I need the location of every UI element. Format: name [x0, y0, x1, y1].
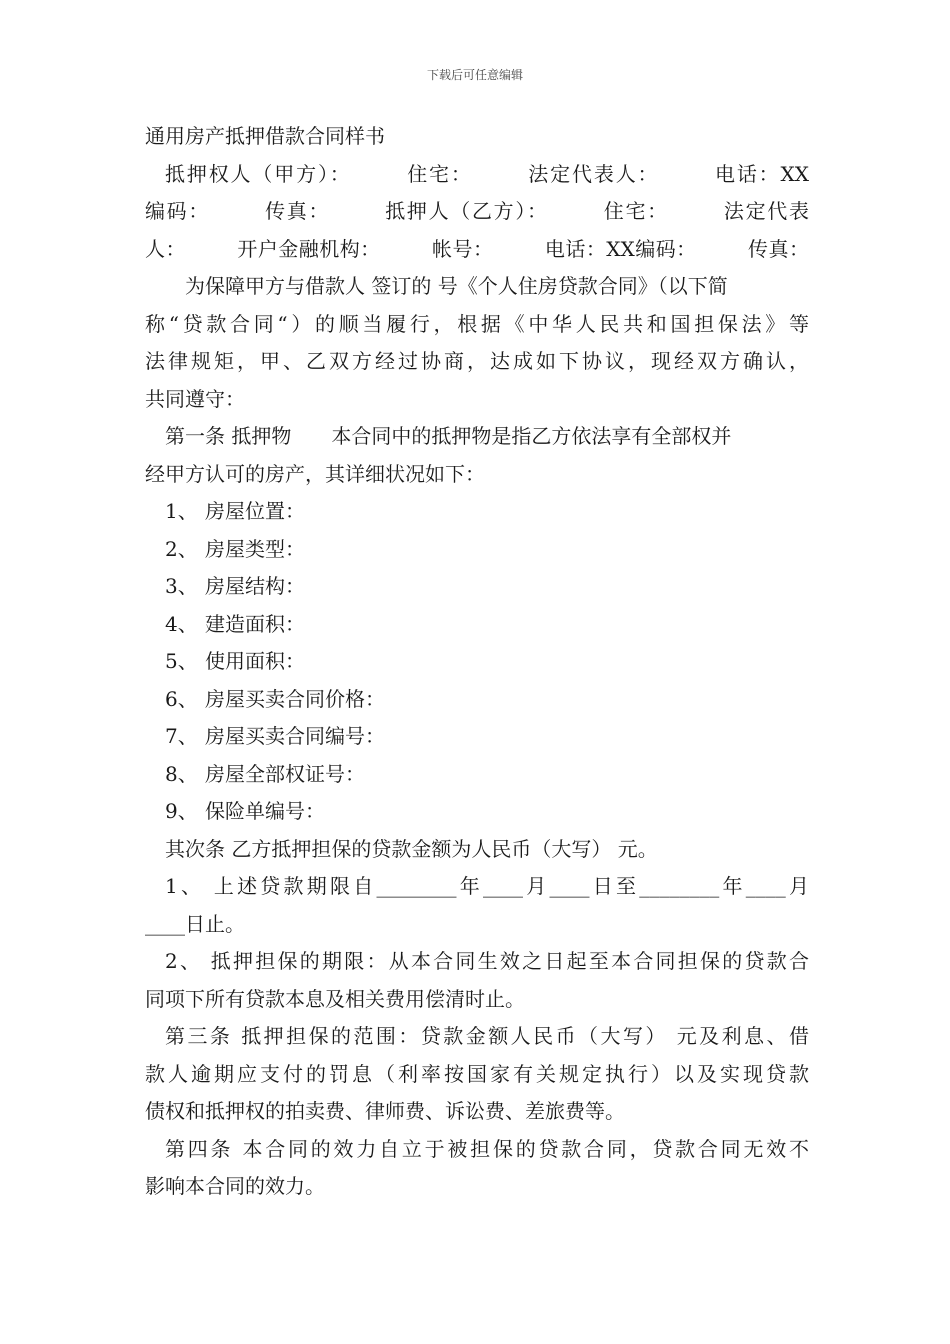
- document-body: [145, 118, 809, 1206]
- list-item: 1、 房屋位置：: [165, 499, 305, 523]
- article-3-line-2: 款人逾期应支付的罚息（利率按国家有关规定执行）以及实现贷款: [145, 1061, 809, 1086]
- parties-line-2: 编码： 传真： 抵押人（乙方）： 住宅： 法定代表: [145, 199, 809, 223]
- preamble-line-2: 称“贷款合同“）的顺当履行，根据《中华人民共和国担保法》等: [145, 311, 809, 336]
- article-2-heading: 其次条 乙方抵押担保的贷款金额为人民币（大写） 元。: [165, 836, 658, 861]
- parties-line-3: 人： 开户金融机构： 帐号： 电话：XX编码： 传真：: [145, 236, 809, 261]
- list-item: 6、 房屋买卖合同价格：: [165, 686, 385, 711]
- list-item: 5、 使用面积：: [165, 649, 305, 673]
- parties-line-1: 抵押权人（甲方）： 住宅： 法定代表人： 电话：XX: [165, 161, 809, 186]
- article-1-line-2: 经甲方认可的房产，其详细状况如下：: [145, 461, 485, 486]
- parties-section: [145, 156, 809, 269]
- article-2-item-2-line-2: 同项下所有贷款本息及相关费用偿清时止。: [145, 986, 525, 1011]
- article-4-line-1: 第四条 本合同的效力自立于被担保的贷款合同，贷款合同无效不: [165, 1136, 809, 1161]
- article-2-item-1-line-1: 1、 上述贷款期限自________年____月____日至________年____月: [165, 874, 809, 898]
- article-1: [145, 418, 809, 493]
- header-note: 下载后可任意编辑: [426, 68, 523, 82]
- list-item: 3、 房屋结构：: [165, 574, 305, 598]
- preamble-section: [145, 268, 809, 418]
- article-4-line-2: 影响本合同的效力。: [145, 1174, 325, 1198]
- article-2: [145, 831, 809, 1019]
- list-item: 8、 房屋全部权证号：: [165, 761, 365, 786]
- property-list: [145, 493, 809, 831]
- preamble-line-4: 共同遵守：: [145, 386, 245, 411]
- list-item: 4、 建造面积：: [165, 611, 305, 636]
- article-2-item-1-line-2: ____日止。: [145, 911, 245, 936]
- article-3: [145, 1018, 809, 1131]
- document-title: 通用房产抵押借款合同样书: [145, 124, 385, 148]
- list-item: 2、 房屋类型：: [165, 536, 305, 561]
- list-item: 9、 保险单编号：: [165, 799, 325, 823]
- preamble-line-1: 为保障甲方与借款人 签订的 号《个人住房贷款合同》（以下简: [185, 274, 728, 298]
- preamble-line-3: 法律规矩，甲、乙双方经过协商，达成如下协议，现经双方确认，: [145, 349, 809, 373]
- article-2-item-2-line-1: 2、 抵押担保的期限：从本合同生效之日起至本合同担保的贷款合: [165, 949, 809, 973]
- article-3-line-3: 债权和抵押权的拍卖费、律师费、诉讼费、差旅费等。: [145, 1099, 625, 1123]
- article-4: [145, 1131, 809, 1206]
- article-1-line-1: 第一条 抵押物 本合同中的抵押物是指乙方依法享有全部权并: [165, 424, 732, 448]
- list-item: 7、 房屋买卖合同编号：: [165, 724, 385, 748]
- article-3-line-1: 第三条 抵押担保的范围：贷款金额人民币（大写） 元及利息、借: [165, 1024, 809, 1048]
